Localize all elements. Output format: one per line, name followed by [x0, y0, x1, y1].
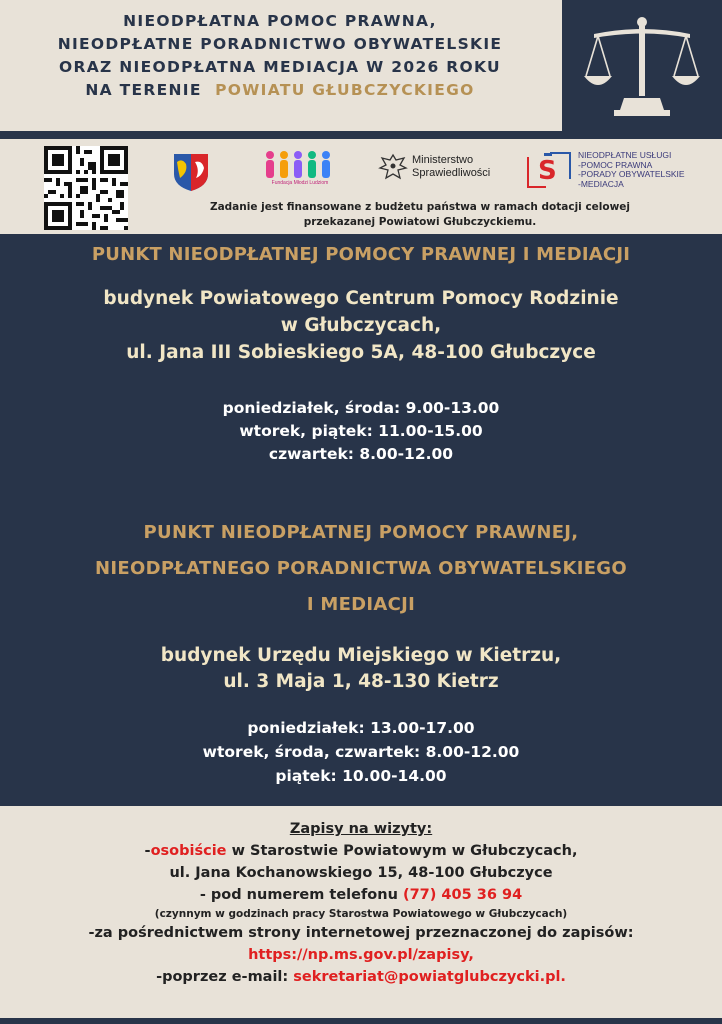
point2-title [0, 515, 722, 623]
svg-text:S: S [538, 156, 557, 186]
ministry-line-2: Sprawiedliwości [412, 167, 491, 179]
logos-strip [0, 139, 722, 234]
registration-online: -za pośrednictwem strony internetowej przeznaczonej do zapisów: [88, 925, 634, 941]
point1-address-line-2: w Głubczycach, [280, 315, 442, 336]
email-link[interactable]: sekretariat@powiatglubczycki.pl. [293, 969, 566, 985]
title-line-1: NIEODPŁATNA POMOC PRAWNA, [123, 12, 437, 30]
office-address: ul. Jana Kochanowskiego 15, 48-100 Głubczyce [169, 865, 553, 881]
point2-address-line-2: ul. 3 Maja 1, 48-130 Kietrz [223, 671, 499, 692]
point2-title-line-3: I MEDIACJI [306, 594, 416, 615]
coat-of-arms-icon [172, 152, 210, 192]
ministry-line-1: Ministerstwo [412, 154, 474, 166]
point1-address-line-1: budynek Powiatowego Centrum Pomocy Rodzinie [103, 288, 619, 309]
registration-phone [0, 884, 722, 906]
services-item-1: -POMOC PRAWNA [578, 159, 653, 170]
title-line-2: NIEODPŁATNE PORADNICTWO OBYWATELSKIE [57, 35, 503, 53]
in-person-rest: w Starostwie Powiatowym w Głubczycach, [226, 843, 578, 859]
registration-heading: Zapisy na wizyty: [289, 821, 433, 837]
title-line-3: ORAZ NIEODPŁATNA MEDIACJA W 2026 ROKU [59, 58, 501, 76]
qr-code-icon [44, 146, 128, 230]
phone-number-link[interactable]: (77) 405 36 94 [402, 887, 523, 903]
point2-title-line-1: PUNKT NIEODPŁATNEJ POMOCY PRAWNEJ, [143, 522, 579, 543]
foundation-logo [262, 149, 334, 185]
point1-hours [0, 397, 722, 466]
qr-code[interactable] [44, 146, 128, 230]
ministry-logo [378, 152, 491, 190]
foundation-logo-text: Fundacja Młodzi Ludziom [271, 180, 329, 186]
eagle-emblem-icon [378, 152, 408, 186]
coat-of-arms-logo [172, 152, 210, 196]
funding-line-2: przekazanej Powiatowi Głubczyckiemu. [303, 216, 537, 228]
registration-in-person [0, 840, 722, 862]
title-line-4 [0, 79, 560, 102]
registration-footer [0, 806, 722, 1018]
services-item-3: -MEDIACJA [578, 178, 624, 189]
point1-address [0, 285, 722, 366]
point1-hours-line-2: wtorek, piątek: 11.00-15.00 [239, 422, 483, 440]
point2-title-line-2: NIEODPŁATNEGO PORADNICTWA OBYWATELSKIEGO [95, 558, 627, 579]
point1-title: PUNKT NIEODPŁATNEJ POMOCY PRAWNEJ I MEDIACJI [91, 244, 631, 265]
title-accent: POWIATU GŁUBCZYCKIEGO [215, 81, 475, 99]
title-prefix: NA TERENIE [85, 81, 202, 99]
scales-of-justice-icon [584, 14, 700, 118]
free-services-icon [524, 149, 574, 191]
point1-address-line-3: ul. Jana III Sobieskiego 5A, 48-100 Głubczyce [126, 342, 596, 363]
point2-hours-line-3: piątek: 10.00-14.00 [275, 767, 447, 785]
services-title: NIEODPŁATNE USŁUGI [578, 150, 672, 160]
point2-hours-line-2: wtorek, środa, czwartek: 8.00-12.00 [202, 743, 520, 761]
point2-address [0, 643, 722, 695]
in-person-highlight: osobiście [150, 843, 227, 859]
funding-line-1: Zadanie jest finansowane z budżetu państwa w ramach dotacji celowej [209, 201, 631, 213]
registration-email [0, 966, 722, 988]
page-title [0, 10, 560, 102]
point2-hours-line-1: poniedziałek: 13.00-17.00 [247, 719, 475, 737]
point1-hours-line-1: poniedziałek, środa: 9.00-13.00 [222, 399, 500, 417]
funding-note [160, 200, 680, 230]
people-icon [262, 149, 334, 181]
phone-hours-note: (czynnym w godzinach pracy Starostwa Powiatowego w Głubczycach) [154, 908, 568, 920]
free-services-logo [524, 149, 685, 195]
scales-panel [562, 0, 722, 131]
email-prefix: -poprzez e-mail: [156, 969, 294, 985]
point1-hours-line-3: czwartek: 8.00-12.00 [268, 445, 454, 463]
registration-url-link[interactable]: https://np.ms.gov.pl/zapisy, [248, 947, 474, 963]
phone-prefix: - pod numerem telefonu [199, 887, 403, 903]
separator [0, 131, 722, 139]
bottom-strip [0, 1018, 722, 1024]
point2-address-line-1: budynek Urzędu Miejskiego w Kietrzu, [160, 645, 562, 666]
services-item-2: -PORADY OBYWATELSKIE [578, 169, 685, 179]
point2-hours [0, 716, 722, 788]
in-person-prefix: - [144, 843, 151, 859]
